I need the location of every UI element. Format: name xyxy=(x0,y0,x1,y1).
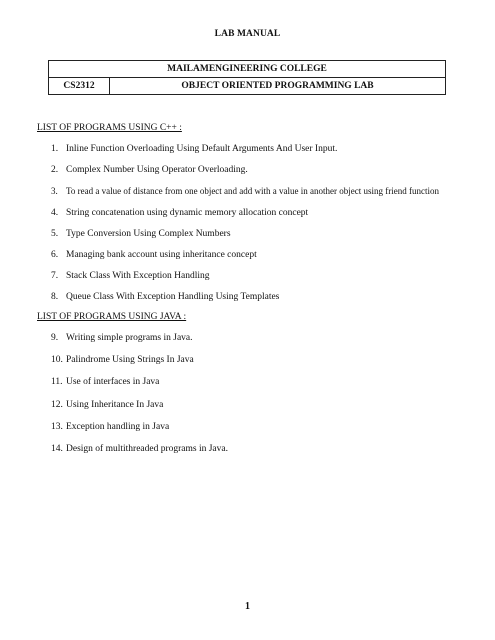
item-text: Complex Number Using Operator Overloading. xyxy=(66,165,248,175)
college-row xyxy=(49,61,446,78)
course-row xyxy=(49,78,446,95)
list-item xyxy=(51,165,248,175)
item-number: 13. xyxy=(51,422,63,432)
list-item xyxy=(51,271,210,281)
item-number: 3. xyxy=(51,186,58,196)
item-number: 8. xyxy=(51,292,59,302)
item-text: Using Inheritance In Java xyxy=(66,400,164,410)
item-number: 10. xyxy=(51,355,63,365)
item-number: 1. xyxy=(51,144,59,154)
item-number: 14. xyxy=(51,444,63,454)
list-item xyxy=(51,422,169,432)
list-item xyxy=(51,377,159,387)
list-item xyxy=(51,250,257,260)
item-number: 4. xyxy=(51,208,59,218)
item-text: Exception handling in Java xyxy=(66,422,170,432)
item-number: 6. xyxy=(51,250,59,260)
list-item xyxy=(51,355,194,365)
java-section-heading: LIST OF PROGRAMS USING JAVA : xyxy=(37,312,187,322)
page-number: 1 xyxy=(245,601,250,612)
item-number: 9. xyxy=(51,333,59,343)
item-text: Queue Class With Exception Handling Using Templates xyxy=(66,292,280,302)
list-item xyxy=(51,292,279,302)
cpp-section-heading: LIST OF PROGRAMS USING C++ : xyxy=(37,123,182,133)
item-text: Type Conversion Using Complex Numbers xyxy=(66,229,231,239)
page-header-title: LAB MANUAL xyxy=(214,29,281,39)
list-item xyxy=(51,400,163,410)
item-text: Writing simple programs in Java. xyxy=(66,333,193,343)
item-text: Palindrome Using Strings In Java xyxy=(66,355,194,365)
item-number: 7. xyxy=(51,271,59,281)
item-number: 2. xyxy=(51,165,59,175)
list-item xyxy=(51,229,231,239)
item-text: Inline Function Overloading Using Default Arguments And User Input. xyxy=(66,144,338,154)
list-item xyxy=(51,186,439,196)
item-text: Use of interfaces in Java xyxy=(66,377,160,387)
item-number: 12. xyxy=(51,400,63,410)
list-item xyxy=(51,208,308,218)
item-text: Stack Class With Exception Handling xyxy=(66,271,210,281)
list-item xyxy=(51,333,193,343)
item-text: To read a value of distance from one object and add with a value in another object using friend function xyxy=(66,186,439,196)
item-number: 5. xyxy=(51,229,59,239)
list-item xyxy=(51,444,228,454)
list-item xyxy=(51,144,337,154)
course-name: OBJECT ORIENTED PROGRAMMING LAB xyxy=(110,78,446,95)
item-text: String concatenation using dynamic memory allocation concept xyxy=(66,208,309,218)
college-name: MAILAMENGINEERING COLLEGE xyxy=(49,61,446,78)
course-code: CS2312 xyxy=(49,78,110,95)
item-text: Managing bank account using inheritance concept xyxy=(66,250,257,260)
course-info-table xyxy=(48,60,446,95)
item-number: 11. xyxy=(51,377,63,387)
item-text: Design of multithreaded programs in Java. xyxy=(66,444,228,454)
